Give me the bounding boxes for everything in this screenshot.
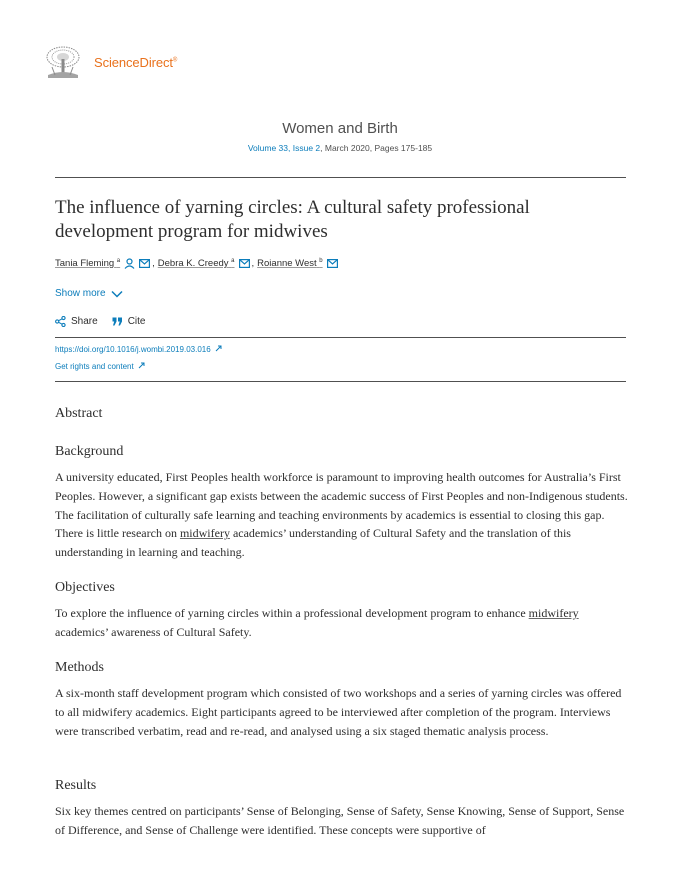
author-separator: , (251, 258, 255, 270)
issue-date-pages: , March 2020, Pages 175-185 (320, 143, 433, 153)
show-more-button[interactable] (55, 288, 123, 299)
midwifery-link[interactable]: midwifery (179, 526, 230, 541)
top-divider (55, 177, 626, 178)
cite-label: Cite (127, 316, 146, 327)
author-list (55, 258, 338, 269)
results-heading: Results (55, 778, 97, 793)
methods-heading: Methods (55, 660, 104, 675)
chevron-down-icon (111, 290, 123, 298)
methods-paragraph: A six-month staff development program which consisted of two workshops and a series of yarning circles was offered to all midwifery academics. Eight participants agreed to be interviewed after completion of the program. Interviews were transcribed verbatim, read and re-read, and analysed using a six staged thematic analysis process. (55, 686, 622, 738)
email-icon[interactable] (327, 259, 338, 268)
author-link[interactable]: Tania Fleming $^a$ (55, 258, 121, 270)
objectives-paragraph: To explore the influence of yarning circles within a professional development program to enhance midwifery academics’ awareness of Cultural Safety. (55, 606, 579, 639)
quote-icon (112, 317, 123, 326)
sciencedirect-brand[interactable]: ScienceDirect® (94, 54, 178, 70)
publisher-header (44, 44, 177, 80)
external-link-icon (215, 345, 222, 352)
background-heading: Background (55, 444, 124, 459)
background-paragraph: A university educated, First Peoples health workforce is paramount to improving health outcomes for Australia’s First Peoples. However, a significant gap exists between the academic success of First Peoples and non-Indigenous students. The facilitation of culturally safe learning and teaching environments by academics is essential to closing this gap. There is little research on midwifery academics’ understanding of Cultural Safety and the translation of this understanding in learning and teaching. (55, 470, 628, 560)
rights-link[interactable]: Get rights and content (55, 362, 145, 371)
email-icon[interactable] (139, 259, 150, 268)
header-bottom-divider (55, 381, 626, 382)
share-icon (55, 316, 66, 327)
share-label: Share (71, 316, 98, 327)
objectives-heading: Objectives (55, 580, 115, 595)
cite-button[interactable] (112, 316, 146, 327)
article-title: The influence of yarning circles: A cultural safety professional development program for midwives (55, 197, 530, 242)
show-more-label: Show more (55, 288, 106, 299)
journal-title[interactable]: Women and Birth (282, 120, 398, 137)
email-icon[interactable] (239, 259, 250, 268)
volume-issue-link[interactable]: Volume 33, Issue 2 (247, 143, 321, 153)
midwifery-link[interactable]: midwifery (528, 606, 579, 620)
share-button[interactable] (55, 316, 98, 327)
abstract-heading: Abstract (55, 406, 103, 421)
author-link[interactable]: Roianne West $^b$ (257, 258, 323, 270)
results-paragraph: Six key themes centred on participants’ Sense of Belonging, Sense of Safety, Sense Knowing, Sense of Support, Sense of Difference, and Sense of Challenge were identified. These concepts were supportive of (55, 804, 625, 837)
article-actions (55, 316, 159, 327)
author-separator: , (152, 258, 155, 270)
elsevier-tree-icon[interactable] (44, 45, 82, 79)
author-link[interactable]: Debra K. Creedy $^a$ (157, 258, 235, 270)
doi-link[interactable]: https://doi.org/10.1016/j.wombi.2019.03.016 (55, 345, 222, 354)
person-icon[interactable] (124, 258, 135, 269)
external-link-icon (138, 362, 145, 369)
journal-issue-info (0, 143, 680, 153)
actions-divider (55, 337, 626, 338)
